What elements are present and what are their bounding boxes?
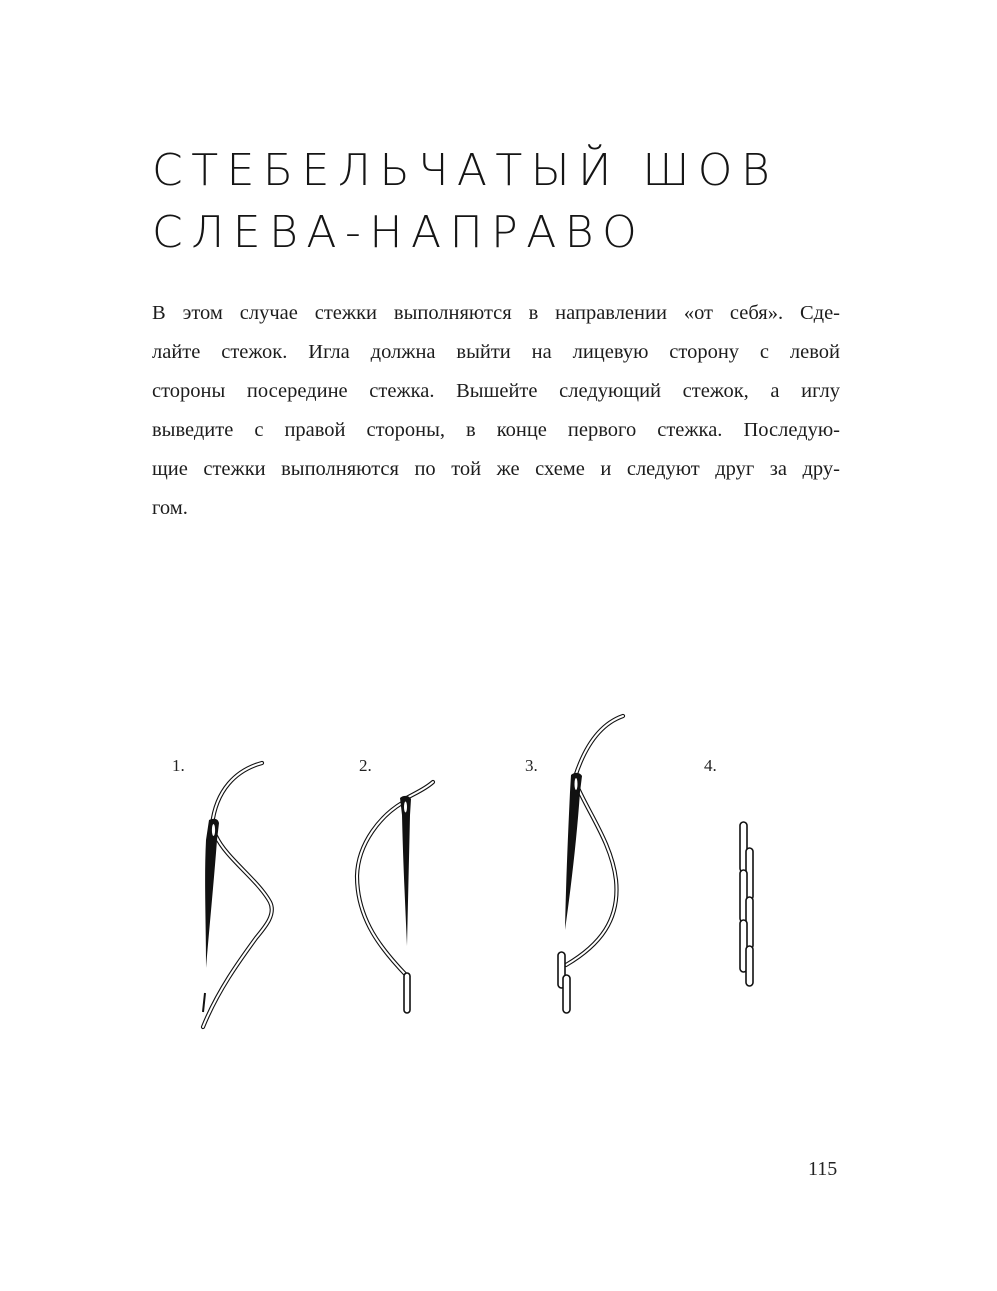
needle-thread-step-3-icon: [558, 716, 623, 1013]
step-1-label: 1.: [172, 756, 185, 775]
title-line-2: СЛЕВА-НАПРАВО: [152, 207, 646, 258]
step-4-label: 4.: [704, 756, 717, 775]
finished-stem-stitch-icon: [740, 822, 753, 986]
step-3-label: 3.: [525, 756, 538, 775]
needle-thread-step-2-icon: [357, 782, 433, 1013]
paragraph-line: выведите с правой стороны, в конце первого стежка. Последую-: [152, 419, 840, 441]
paragraph-line: щие стежки выполняются по той же схеме и следуют друг за дру-: [152, 458, 840, 480]
page-number: 115: [808, 1158, 838, 1180]
needle-thread-step-1-icon: [203, 763, 272, 1027]
step-2-label: 2.: [359, 756, 372, 775]
title-line-1: СТЕБЕЛЬЧАТЫЙ ШОВ: [152, 145, 779, 196]
paragraph-line: гом.: [152, 497, 188, 519]
paragraph-line: В этом случае стежки выполняются в направлении «от себя». Сде-: [152, 302, 840, 324]
paragraph-line: лайте стежок. Игла должна выйти на лицевую сторону с левой: [152, 341, 840, 363]
paragraph-line: стороны посередине стежка. Вышейте следующий стежок, а иглу: [152, 380, 840, 402]
